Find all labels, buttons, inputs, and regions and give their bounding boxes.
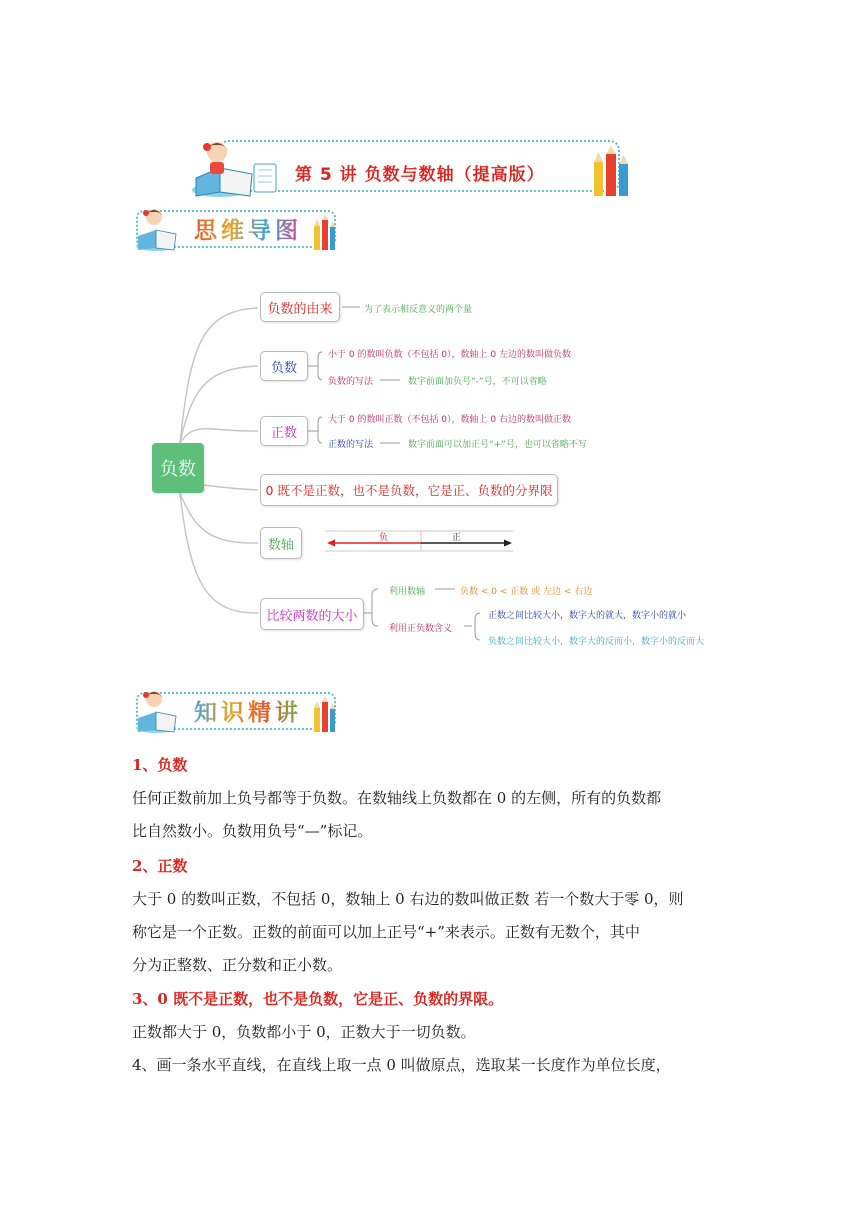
compare-method2-desc-negative: 负数之间比较大小，数字大的反而小，数字小的反而大 — [488, 637, 705, 647]
heading-positive: 2、正数 — [132, 857, 188, 875]
axis-negative-label: 负 — [379, 533, 389, 543]
girl-reading-icon — [132, 688, 188, 734]
pencils-icon — [312, 696, 336, 732]
negative-notation-desc: 数字前面加负号“-”号，不可以省略 — [408, 377, 547, 387]
positive-notation-desc: 数字前面可以加正号“+”号，也可以省略不写 — [408, 440, 587, 450]
mindmap-root: 负数 — [152, 443, 204, 493]
node-number-axis: 数轴 — [260, 527, 302, 559]
node-origin: 负数的由来 — [260, 292, 340, 322]
paragraph-positive-line3: 分为正整数、正分数和正小数。 — [132, 956, 343, 974]
node-zero: 0 既不是正数，也不是负数，它是正、负数的分界限 — [260, 474, 558, 506]
paragraph-positive-line1: 大于 0 的数叫正数，不包括 0，数轴上 0 右边的数叫做正数 若一个数大于零 0，则 — [132, 890, 684, 908]
node-negative: 负数 — [260, 351, 308, 381]
compare-method1-desc: 负数 < 0 < 正数 或 左边 < 右边 — [460, 587, 593, 597]
paragraph-negative-line1: 任何正数前加上负号都等于负数。在数轴线上负数都在 0 的左侧，所有的负数都 — [132, 789, 662, 807]
compare-method2-desc-positive: 正数之间比较大小，数字大的就大，数字小的就小 — [488, 611, 687, 621]
compare-method2-label: 利用正负数含义 — [389, 624, 453, 634]
negative-definition: 小于 0 的数叫负数（不包括 0），数轴上 0 左边的数叫做负数 — [328, 350, 571, 360]
paragraph-positive-line2: 称它是一个正数。正数的前面可以加上正号“+”来表示。正数有无数个，其中 — [132, 923, 640, 941]
origin-desc: 为了表示相反意义的两个量 — [364, 305, 473, 315]
paragraph-number-line: 4、画一条水平直线，在直线上取一点 0 叫做原点，选取某一长度作为单位长度， — [132, 1056, 671, 1074]
lesson-title: 第 5 讲 负数与数轴（提高版） — [295, 165, 545, 185]
heading-negative: 1、负数 — [132, 756, 188, 774]
knowledge-section-title: 知识精讲 — [194, 700, 302, 726]
negative-notation-label: 负数的写法 — [328, 377, 374, 387]
compare-method1-label: 利用数轴 — [389, 587, 426, 597]
paragraph-zero: 正数都大于 0，负数都小于 0，正数大于一切负数。 — [132, 1023, 476, 1041]
mindmap-section-title: 思维导图 — [194, 218, 302, 244]
node-positive: 正数 — [260, 416, 308, 446]
axis-positive-label: 正 — [452, 533, 462, 543]
heading-zero: 3、0 既不是正数，也不是负数，它是正、负数的界限。 — [132, 990, 504, 1008]
positive-notation-label: 正数的写法 — [328, 440, 374, 450]
number-line-diagram — [325, 528, 515, 554]
positive-definition: 大于 0 的数叫正数（不包括 0），数轴上 0 右边的数叫做正数 — [328, 415, 571, 425]
paragraph-negative-line2: 比自然数小。负数用负号“—”标记。 — [132, 822, 373, 840]
node-compare: 比较两数的大小 — [260, 598, 364, 630]
